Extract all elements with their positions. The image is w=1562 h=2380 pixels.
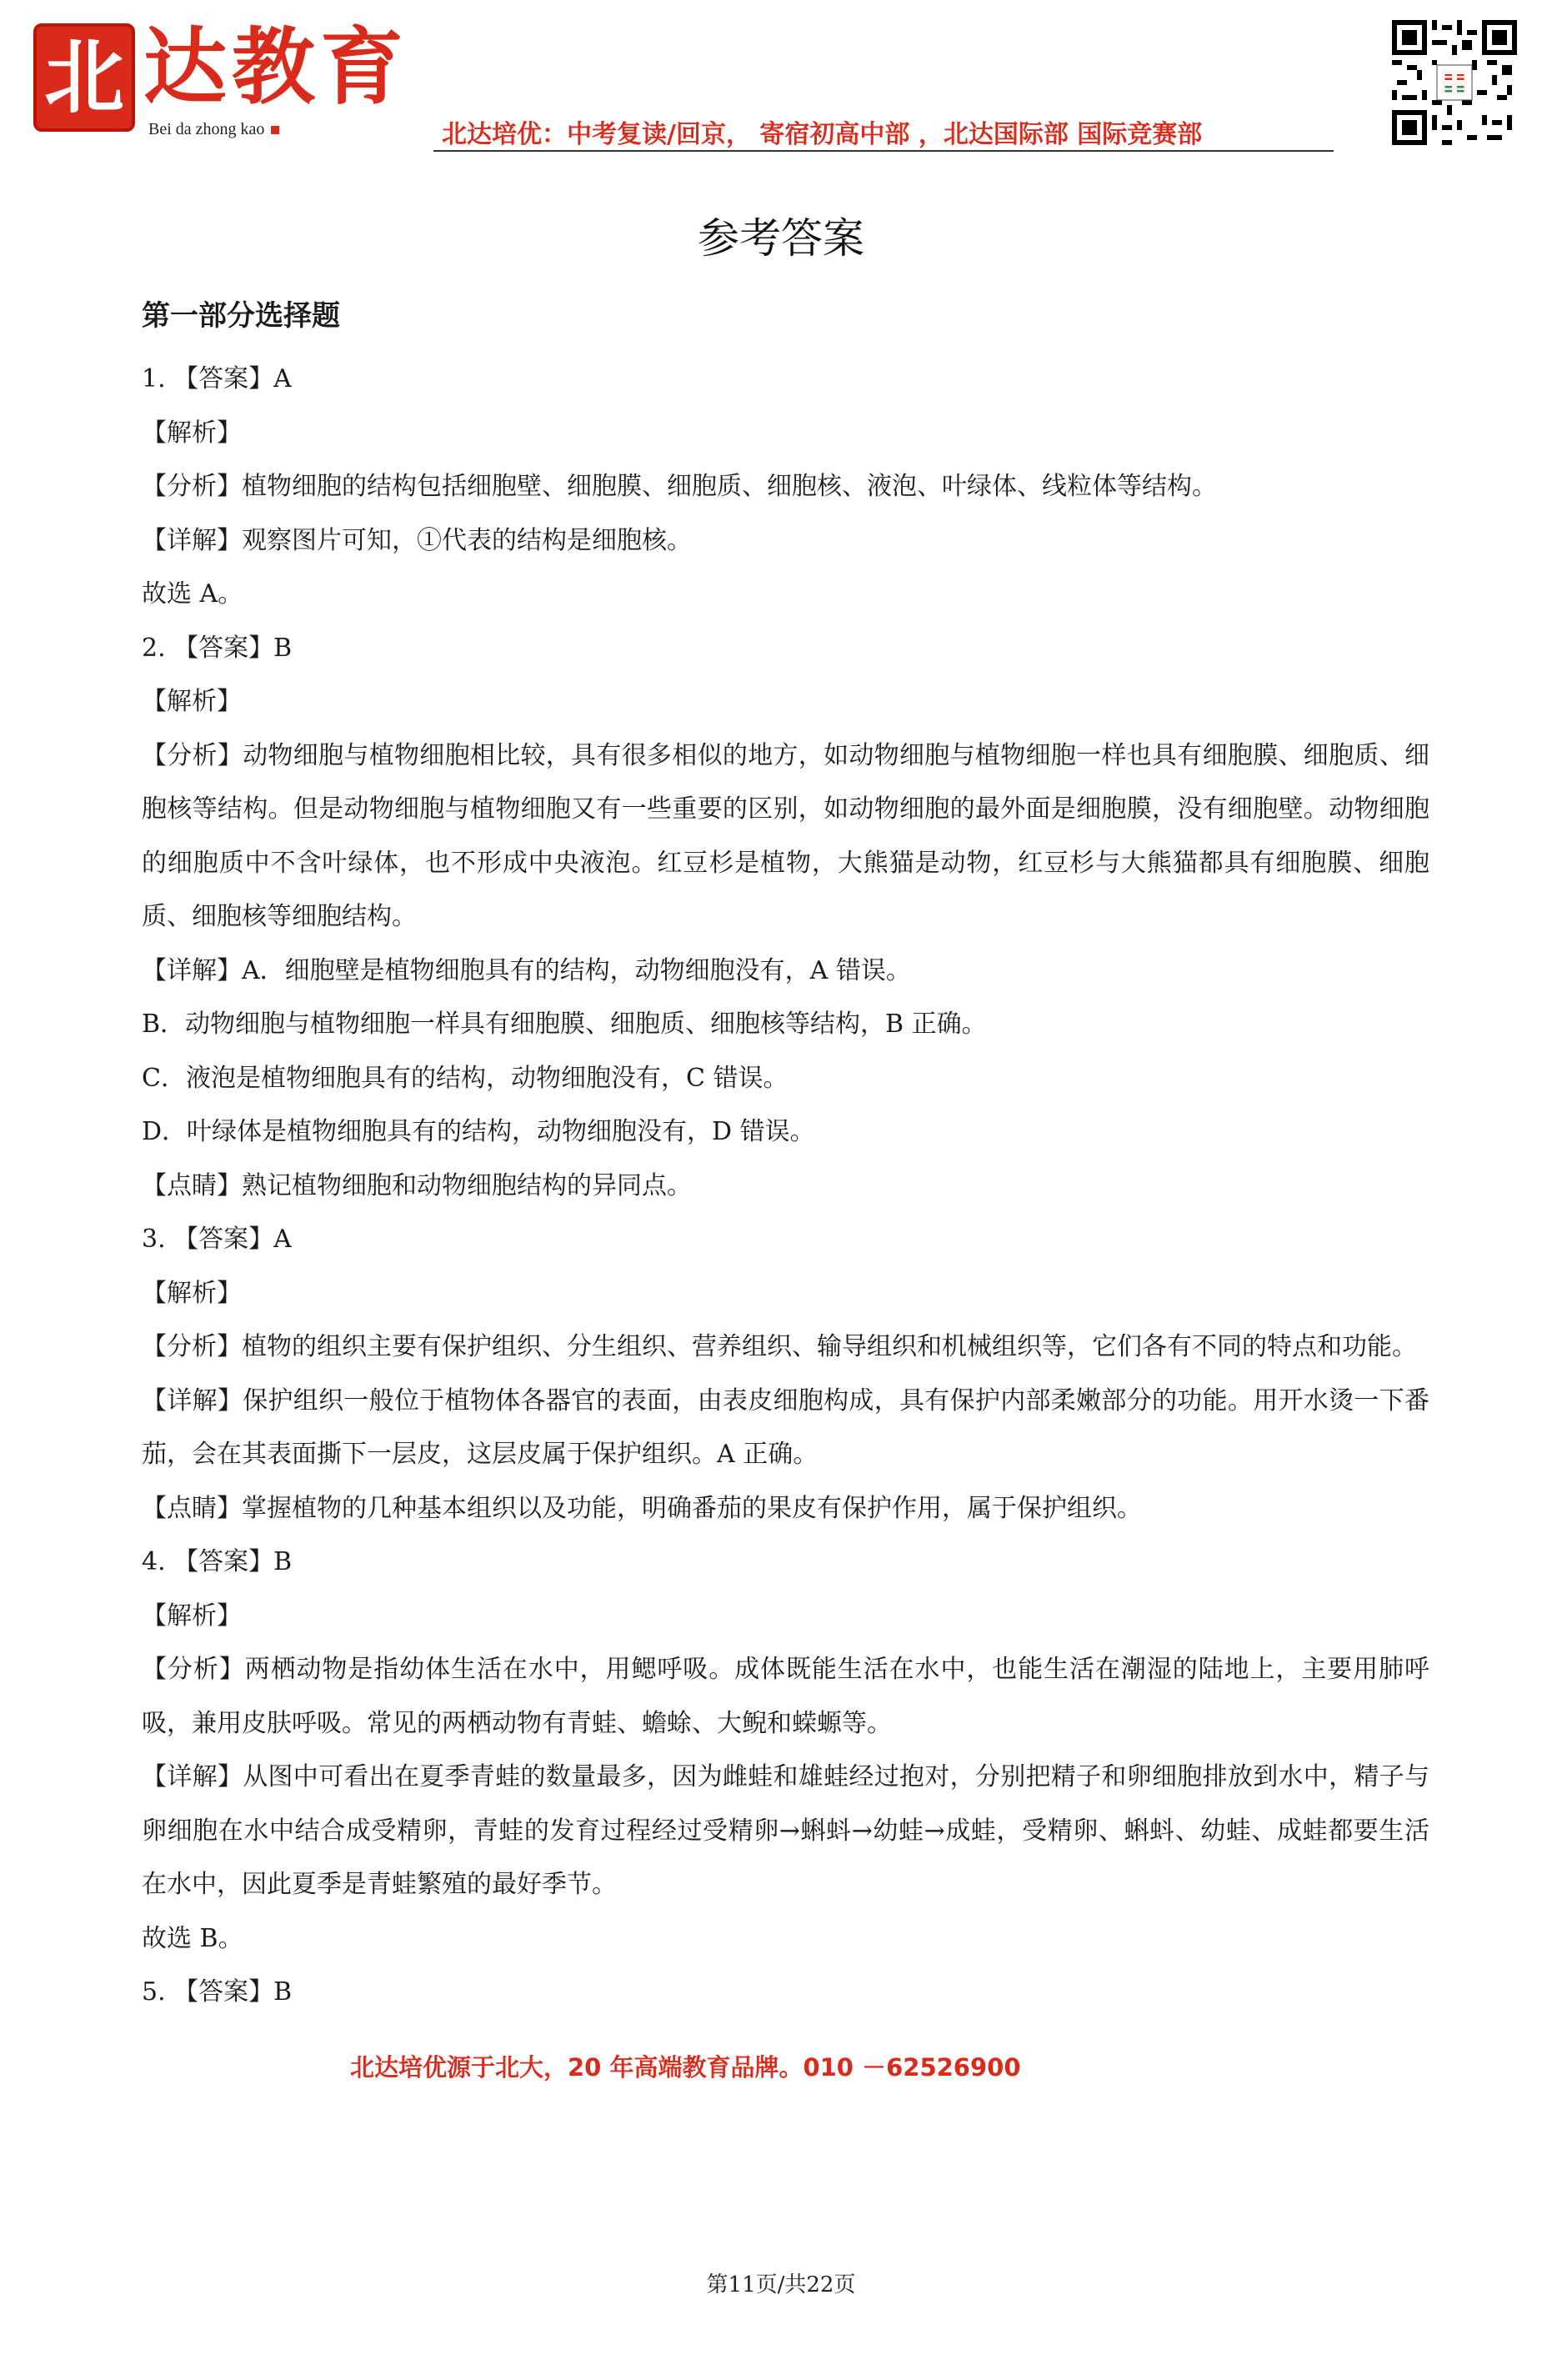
answer-line: 故选 A。: [142, 579, 243, 609]
answer-line: 2. 【答案】B: [142, 633, 293, 663]
answer-line: 【分析】动物细胞与植物细胞相比较，具有很多相似的地方，如动物细胞与植物细胞一样也具有细胞膜、细胞质、细胞核等结构。但是动物细胞与植物细胞又有一些重要的区别，如动物细胞的最外面是细胞膜，没有细胞壁。动物细胞的细胞质中不含叶绿体，也不形成中央液泡。红豆杉是植物，大熊猫是动物，红豆杉与大熊猫都具有细胞膜、细胞质、细胞核等细胞结构。: [142, 740, 1429, 931]
answer-line: 【点睛】熟记植物细胞和动物细胞结构的异同点。: [142, 1170, 692, 1200]
answer-line: 【分析】植物细胞的结构包括细胞壁、细胞膜、细胞质、细胞核、液泡、叶绿体、线粒体等结构。: [142, 472, 1217, 501]
answer-line: 【详解】保护组织一般位于植物体各器官的表面，由表皮细胞构成，具有保护内部柔嫩部分的功能。用开水烫一下番茄，会在其表面撕下一层皮，这层皮属于保护组织。A 正确。: [142, 1385, 1429, 1469]
answer-line: C．液泡是植物细胞具有的结构，动物细胞没有，C 错误。: [142, 1063, 789, 1093]
brand-pinyin-text: Bei da zhong kao: [148, 120, 265, 138]
answer-line: 【解析】: [142, 418, 242, 448]
page-header: [0, 0, 1562, 158]
brand-name: 达教育: [143, 18, 408, 116]
answer-line: B．动物细胞与植物细胞一样具有细胞膜、细胞质、细胞核等结构，B 正确。: [142, 1010, 987, 1039]
answer-line: 【详解】从图中可看出在夏季青蛙的数量最多，因为雌蛙和雄蛙经过抱对，分别把精子和卵细胞排放到水中，精子与卵细胞在水中结合成受精卵，青蛙的发育过程经过受精卵→蝌蚪→幼蛙→成蛙，受精卵、蝌蚪、幼蛙、成蛙都要生活在水中，因此夏季是青蛙繁殖的最好季节。: [142, 1762, 1429, 1899]
footer-advert: 北达培优源于北大，20 年高端教育品牌。010 －62526900: [350, 2053, 1021, 2082]
answer-line: 1. 【答案】A: [142, 364, 292, 393]
qr-code-icon: [1392, 20, 1517, 145]
answer-line: D．叶绿体是植物细胞具有的结构，动物细胞没有，D 错误。: [142, 1117, 815, 1146]
logo-seal: [33, 23, 135, 132]
answer-content: [142, 296, 1429, 2020]
header-slogan: 北达培优：中考复读/回京， 寄宿初高中部 ，北达国际部 国际竞赛部: [442, 120, 1203, 149]
answer-line: 【分析】植物的组织主要有保护组织、分生组织、营养组织、输导组织和机械组织等，它们各有不同的特点和功能。: [142, 1332, 1417, 1361]
answer-line: 【解析】: [142, 1601, 242, 1631]
answer-line: 【解析】: [142, 1278, 242, 1308]
answer-line: 故选 B。: [142, 1923, 243, 1953]
brand-pinyin: [148, 120, 279, 139]
logo-char: 北: [44, 30, 124, 124]
answer-line: 【点睛】掌握植物的几种基本组织以及功能，明确番茄的果皮有保护作用，属于保护组织。: [142, 1493, 1142, 1523]
answer-line: 3. 【答案】A: [142, 1225, 292, 1254]
document-title: 参考答案: [698, 214, 864, 263]
header-divider: [433, 150, 1334, 152]
answer-line: 4. 【答案】B: [142, 1547, 293, 1576]
brand-square-icon: [271, 126, 279, 134]
page-number: 第11页/共22页: [706, 2272, 856, 2297]
section-heading: 第一部分选择题: [142, 299, 340, 333]
answer-line: 【解析】: [142, 687, 242, 716]
answer-line: 【详解】观察图片可知，①代表的结构是细胞核。: [142, 525, 692, 555]
answer-line: 【详解】A．细胞壁是植物细胞具有的结构，动物细胞没有，A 错误。: [142, 955, 911, 985]
answer-line: 【分析】两栖动物是指幼体生活在水中，用鳃呼吸。成体既能生活在水中，也能生活在潮湿的陆地上，主要用肺呼吸，兼用皮肤呼吸。常见的两栖动物有青蛙、蟾蜍、大鲵和蝾螈等。: [142, 1655, 1429, 1738]
answer-line: 5. 【答案】B: [142, 1977, 293, 2007]
